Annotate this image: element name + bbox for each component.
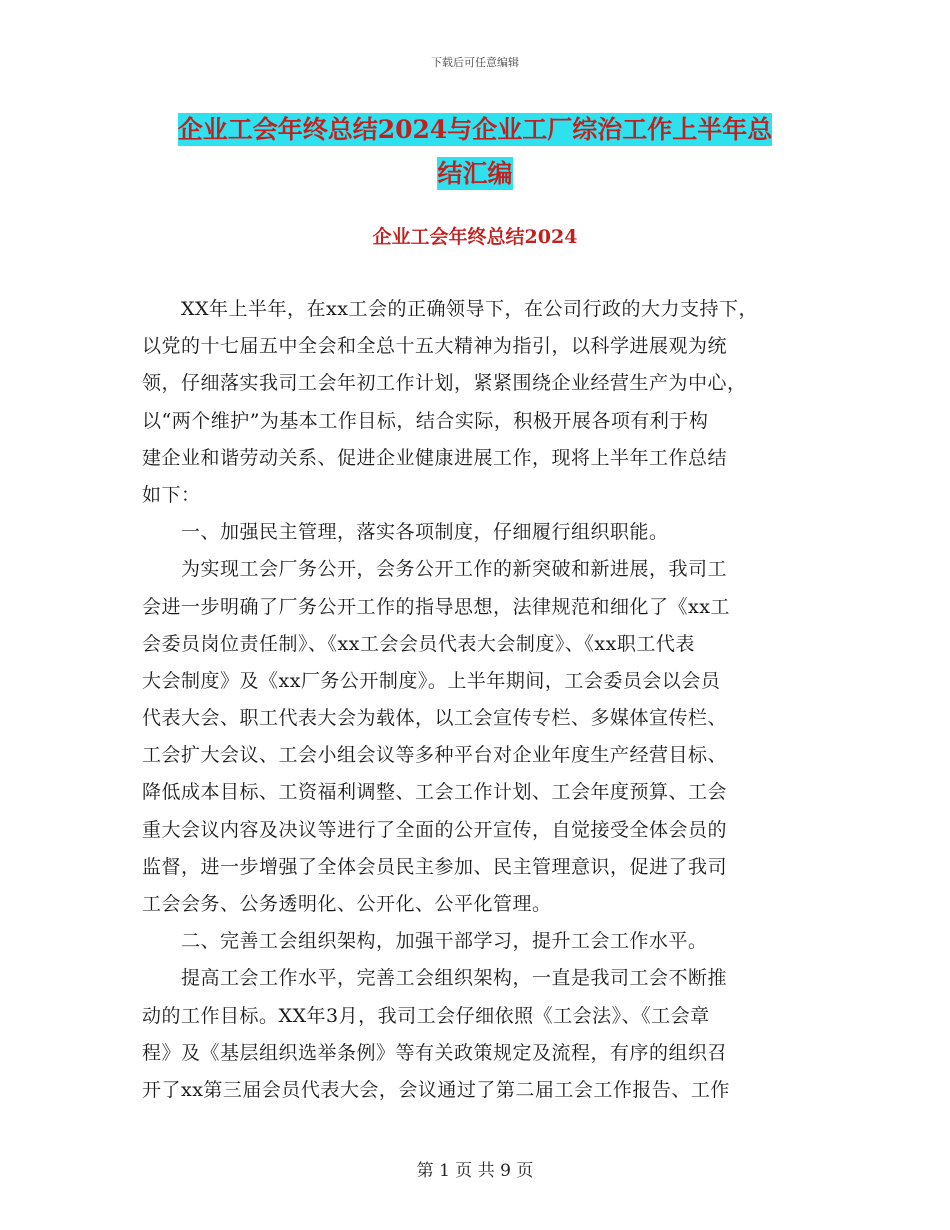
body-line: 会进一步明确了厂务公开工作的指导思想，法律规范和细化了《xx工 bbox=[142, 595, 730, 618]
header-note: 下载后可任意编辑 bbox=[431, 56, 519, 69]
body-line: 会委员岗位责任制》、《xx工会会员代表大会制度》、《xx职工代表 bbox=[142, 632, 695, 655]
body-line: 建企业和谐劳动关系、促进企业健康进展工作，现将上半年工作总结 bbox=[142, 446, 728, 469]
title-line bbox=[150, 152, 800, 196]
body-line: 程》及《基层组织选举条例》等有关政策规定及流程，有序的组织召 bbox=[142, 1041, 728, 1064]
body-line: 重大会议内容及决议等进行了全面的公开宣传，自觉接受全体会员的 bbox=[142, 818, 728, 841]
body-line: 如下： bbox=[142, 483, 201, 506]
body-line: 为实现工会厂务公开，会务公开工作的新突破和新进展，我司工 bbox=[142, 558, 728, 581]
body-line: 降低成本目标、工资福利调整、工会工作计划、工会年度预算、工会 bbox=[142, 781, 728, 804]
body-line: 以党的十七届五中全会和全总十五大精神为指引，以科学进展观为统 bbox=[142, 335, 728, 358]
body-line: XX年上半年，在xx工会的正确领导下，在公司行政的大力支持下， bbox=[142, 298, 758, 320]
section-title: 企业工会年终总结2024 bbox=[372, 226, 578, 248]
body-line: 一、加强民主管理，落实各项制度，仔细履行组织职能。 bbox=[142, 521, 669, 544]
title-line bbox=[150, 108, 800, 152]
body-line: 领，仔细落实我司工会年初工作计划，紧紧围绕企业经营生产为中心， bbox=[142, 372, 747, 395]
title-line-2: 结汇编 bbox=[437, 159, 513, 188]
title-line-1: 企业工会年终总结2024与企业工厂综治工作上半年总 bbox=[177, 115, 773, 144]
body-line: 开了xx第三届会员代表大会，会议通过了第二届工会工作报告、工作 bbox=[142, 1078, 730, 1101]
body-line: 工会扩大会议、工会小组会议等多种平台对企业年度生产经营目标、 bbox=[142, 744, 728, 767]
body-line: 大会制度》及《xx厂务公开制度》。上半年期间，工会委员会以会员 bbox=[142, 669, 721, 692]
body-line: 提高工会工作水平，完善工会组织架构，一直是我司工会不断推 bbox=[142, 967, 728, 990]
document-title bbox=[150, 108, 800, 196]
body-line: 监督，进一步增强了全体会员民主参加、民主管理意识，促进了我司 bbox=[142, 855, 728, 878]
page-footer: 第 1 页 共 9 页 bbox=[416, 1161, 534, 1181]
body-text bbox=[142, 291, 842, 1109]
body-line: 二、完善工会组织架构，加强干部学习，提升工会工作水平。 bbox=[142, 930, 708, 953]
body-line: 代表大会、职工代表大会为载体，以工会宣传专栏、多媒体宣传栏、 bbox=[142, 707, 728, 730]
body-line: 以“两个维护”为基本工作目标，结合实际，积极开展各项有利于构 bbox=[142, 409, 709, 432]
body-line: 动的工作目标。XX年3月，我司工会仔细依照《工会法》、《工会章 bbox=[142, 1004, 710, 1027]
body-line: 工会会务、公务透明化、公开化、公平化管理。 bbox=[142, 893, 552, 915]
